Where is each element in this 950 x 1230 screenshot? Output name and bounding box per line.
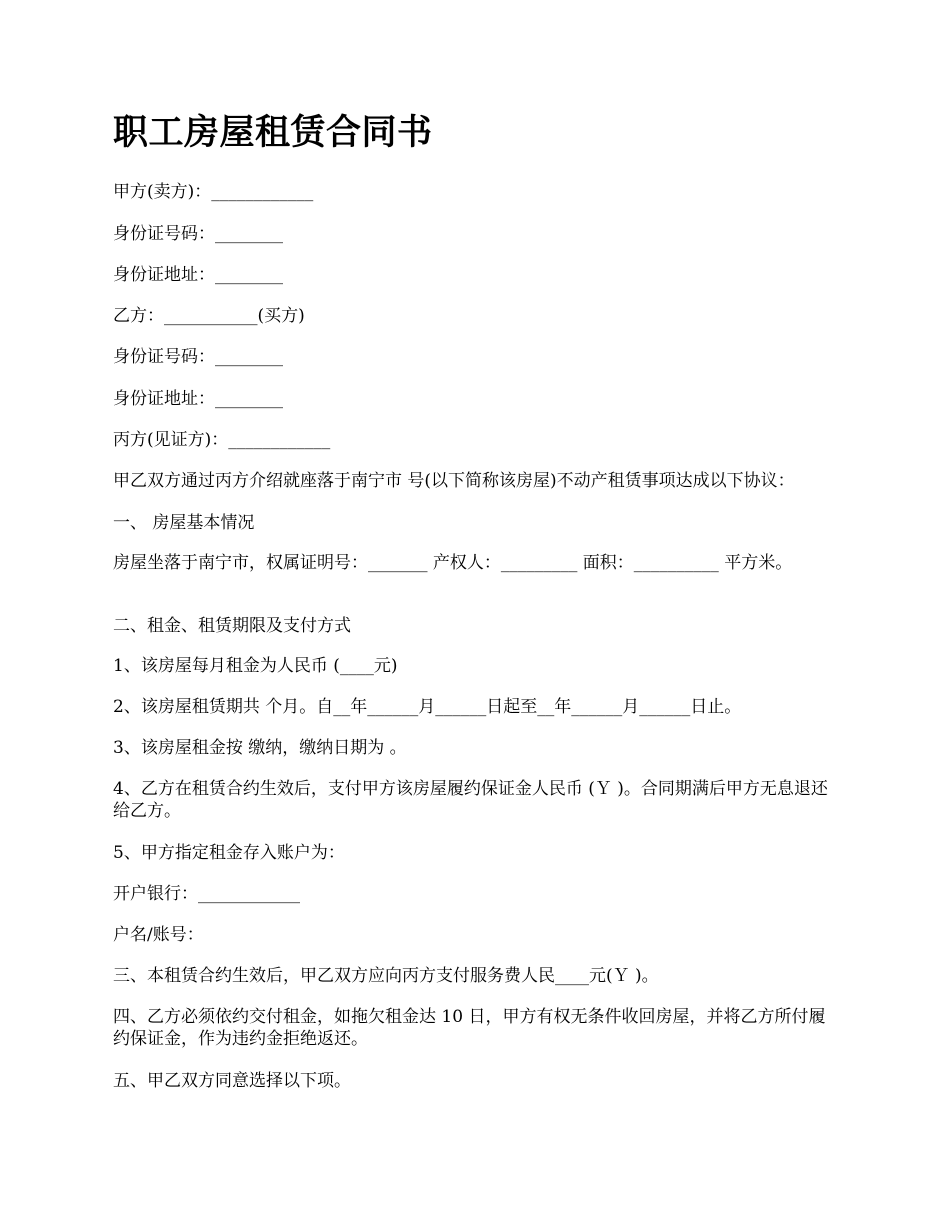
party-a-seller: 甲方(卖方)：____________	[113, 182, 314, 202]
section-4-rent-arrears: 四、乙方必须依约交付租金，如拖欠租金达 10 日，甲方有权无条件收回房屋，并将乙方所付履约保证金，作为违约金拒绝返还。	[113, 1007, 826, 1049]
section-1-heading: 一、 房屋基本情况	[113, 513, 255, 533]
section-2-heading: 二、租金、租赁期限及支付方式	[113, 616, 351, 636]
party-b-buyer: 乙方：___________(买方)	[113, 306, 305, 326]
section-3-service-fee: 三、本租赁合约生效后，甲乙双方应向丙方支付服务费人民____元(Ｙ )。	[113, 966, 659, 986]
party-b-id-address: 身份证地址：________	[113, 389, 283, 409]
clause-monthly-rent: 1、该房屋每月租金为人民币 (____元)	[113, 656, 398, 676]
property-location-paragraph: 房屋坐落于南宁市，权属证明号：_______ 产权人：_________ 面积：__________ 平方米。	[113, 553, 793, 573]
party-a-id-number: 身份证号码：________	[113, 224, 283, 244]
section-5-options: 五、甲乙双方同意选择以下项。	[113, 1071, 351, 1091]
bank-name-field: 开户银行：____________	[113, 884, 300, 904]
clause-lease-term: 2、该房屋租赁期共 个月。自__年______月______日起至__年______月______日止。	[113, 697, 742, 717]
clause-deposit: 4、乙方在租赁合约生效后，支付甲方该房屋履约保证金人民币 (Ｙ )。合同期满后甲方无息退还给乙方。	[113, 779, 828, 821]
agreement-intro: 甲乙双方通过丙方介绍就座落于南宁市 号(以下简称该房屋)不动产租赁事项达成以下协议：	[113, 471, 795, 491]
document-title: 职工房屋租赁合同书	[113, 112, 433, 153]
clause-rent-account: 5、甲方指定租金存入账户为：	[113, 843, 345, 863]
clause-payment-method: 3、该房屋租金按 缴纳，缴纳日期为 。	[113, 738, 407, 758]
party-b-id-number: 身份证号码：________	[113, 347, 283, 367]
party-a-id-address: 身份证地址：________	[113, 265, 283, 285]
party-c-witness: 丙方(见证方)：____________	[113, 430, 331, 450]
account-name-number-field: 户名/账号：	[113, 925, 204, 945]
